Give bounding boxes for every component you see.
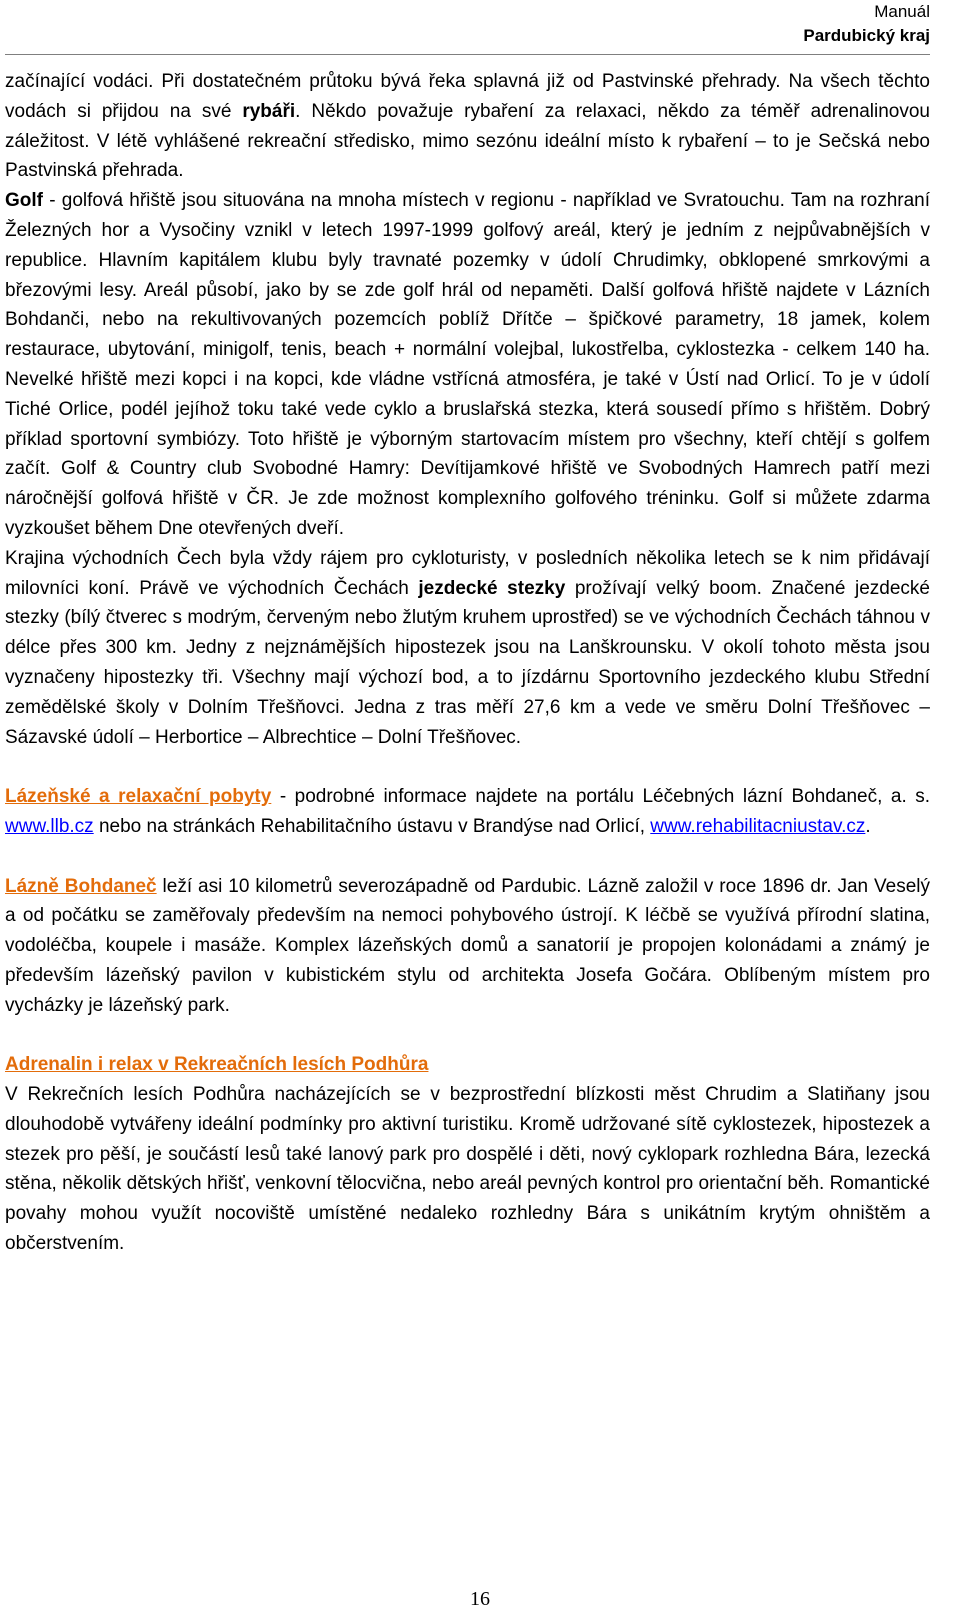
spacer bbox=[5, 1021, 930, 1051]
paragraph-golf bbox=[5, 186, 930, 544]
header-divider bbox=[5, 54, 930, 55]
paragraph-spa-stays bbox=[5, 782, 930, 842]
page-number: 16 bbox=[470, 1588, 490, 1610]
document-body bbox=[5, 67, 930, 1259]
paragraph-lazne-bohdanec bbox=[5, 872, 930, 1021]
text: - golfová hřiště jsou situována na mnoha místech v regionu - například ve Svratouchu. Tam na rozhraní Železných hor a Vysočiny vznikl v letech 1997-1999 golfový areál, který je jedním z nejpůvabnějších v republice. Hlavním kapitálem klubu byly travnaté pozemky v údolí Chrudimky, obklopené smrkovými a březovými lesy. Areál působí, jako by se zde golf hrál od nepaměti. Další golfová hřiště najdete v Lázních Bohdanči, nebo na rekultivovaných pozemcích poblíž Dřítče – špičkové parametry, 18 jamek, kolem restaurace, ubytování, minigolf, tenis, beach + normální volejbal, lukostřelba, cyklostezka - celkem 140 ha. Nevelké hřiště mezi kopci i na kopci, kde vládne vstřícná atmosféra, je také v Ústí nad Orlicí. To je v údolí Tiché Orlice, podél jejíhož toku také vede cyklo a bruslařská stezka, která sousedí přímo s hřištěm. Dobrý příklad sportovní symbiózy. Toto hřiště je výborným startovacím místem pro všechny, kteří chtějí s golfem začít. Golf & Country club Svobodné Hamry: Devítijamkové hřiště ve Svobodných Hamrech patří mezi náročnější golfová hřiště v ČR. Je zde možnost komplexního golfového tréninku. Golf si můžete zdarma vyzkoušet během Dne otevřených dveří. bbox=[5, 190, 930, 539]
bold-term-golf: Golf bbox=[5, 190, 43, 212]
heading-paragraph-podhura bbox=[5, 1050, 930, 1080]
link-rehabilitacniustav[interactable]: www.rehabilitacniustav.cz bbox=[650, 815, 866, 837]
header-manual: Manuál bbox=[874, 2, 930, 21]
link-llb[interactable]: www.llb.cz bbox=[5, 815, 94, 837]
paragraph-horse-trails bbox=[5, 544, 930, 753]
text: začínající vodáci. Při dostatečném průtoku bývá řeka splavná již od Pastvinské přehrady. Na všech těchto vodách si přijdou na své bbox=[5, 71, 930, 122]
text: nebo na stránkách Rehabilitačního ústavu v Brandýse nad Orlicí, bbox=[93, 815, 651, 837]
text: leží asi 10 kilometrů severozápadně od Pardubic. Lázně založil v roce 1896 dr. Jan Veselý a od počátku se zaměřovaly především na nemoci pohybového ústrojí. K léčbě se využívá přírodní slatina, vodoléčba, koupele i masáže. Komplex lázeňských domů a sanatorií je propojen kolonádami a známý je především lázeňský pavilon v kubistickém stylu od architekta Josefa Gočára. Oblíbeným místem pro vycházky je lázeňský park. bbox=[5, 875, 930, 1016]
heading-podhura[interactable]: Adrenalin i relax v Rekreačních lesích Podhůra bbox=[5, 1054, 429, 1076]
text: prožívají velký boom. Značené jezdecké stezky (bílý čtverec s modrým, červeným nebo žlutým kruhem uprostřed) se ve východních Čechách táhnou v délce přes 300 km. Jedny z nejznámějších hipostezek jsou na Lanškrounsku. V okolí tohoto města jsou vyznačeny hipostezky tři. Všechny mají výchozí bod, a to jízdárnu Sportovního jezdeckého klubu Střední zemědělské školy v Dolním Třešňovci. Jedna z tras měří 27,6 km a vede ve směru Dolní Třešňovec – Sázavské údolí – Herbortice – Albrechtice – Dolní Třešňovec. bbox=[5, 577, 931, 748]
text: . bbox=[865, 815, 871, 837]
spacer bbox=[5, 752, 930, 782]
page-header bbox=[803, 0, 930, 48]
heading-spa-stays[interactable]: Lázeňské a relaxační pobyty bbox=[5, 786, 272, 808]
header-region: Pardubický kraj bbox=[803, 26, 930, 45]
text: - podrobné informace najdete na portálu Léčebných lázní Bohdaneč, a. s. bbox=[271, 786, 931, 808]
paragraph-podhura: V Rekrečních lesích Podhůra nacházejících se v bezprostřední blízkosti měst Chrudim a Slatiňany jsou dlouhodobě vytvářeny ideální podmínky pro aktivní turistiku. Kromě udržované sítě cyklostezek, hipostezek a stezek pro pěší, je součástí lesů také lanový park pro dospělé i děti, nový cyklopark rozhledna Bára, lezecká stěna, několik dětských hřišť, venkovní tělocvična, nebo areál pevných kontrol pro orientační běh. Romantické povahy mohou využít nocoviště umístěné nedaleko rozhledny Bára s unikátním krytým ohništěm a občerstvením. bbox=[5, 1084, 930, 1255]
paragraph-fishing bbox=[5, 67, 930, 186]
text: . Někdo považuje rybaření za relaxaci, někdo za téměř adrenalinovou záležitost. V létě vyhlášené rekreační středisko, mimo sezónu ideální místo k rybaření – to je Sečská nebo Pastvinská přehrada. bbox=[5, 100, 930, 182]
text: Krajina východních Čech byla vždy rájem pro cykloturisty, v posledních několika letech se k nim přidávají milovníci koní. Právě ve východních Čechách bbox=[5, 547, 930, 599]
bold-term-horse-trails: jezdecké stezky bbox=[418, 577, 566, 599]
spacer bbox=[5, 842, 930, 872]
bold-term-fishermen: rybáři bbox=[242, 100, 296, 122]
heading-lazne-bohdanec[interactable]: Lázně Bohdaneč bbox=[5, 875, 157, 897]
